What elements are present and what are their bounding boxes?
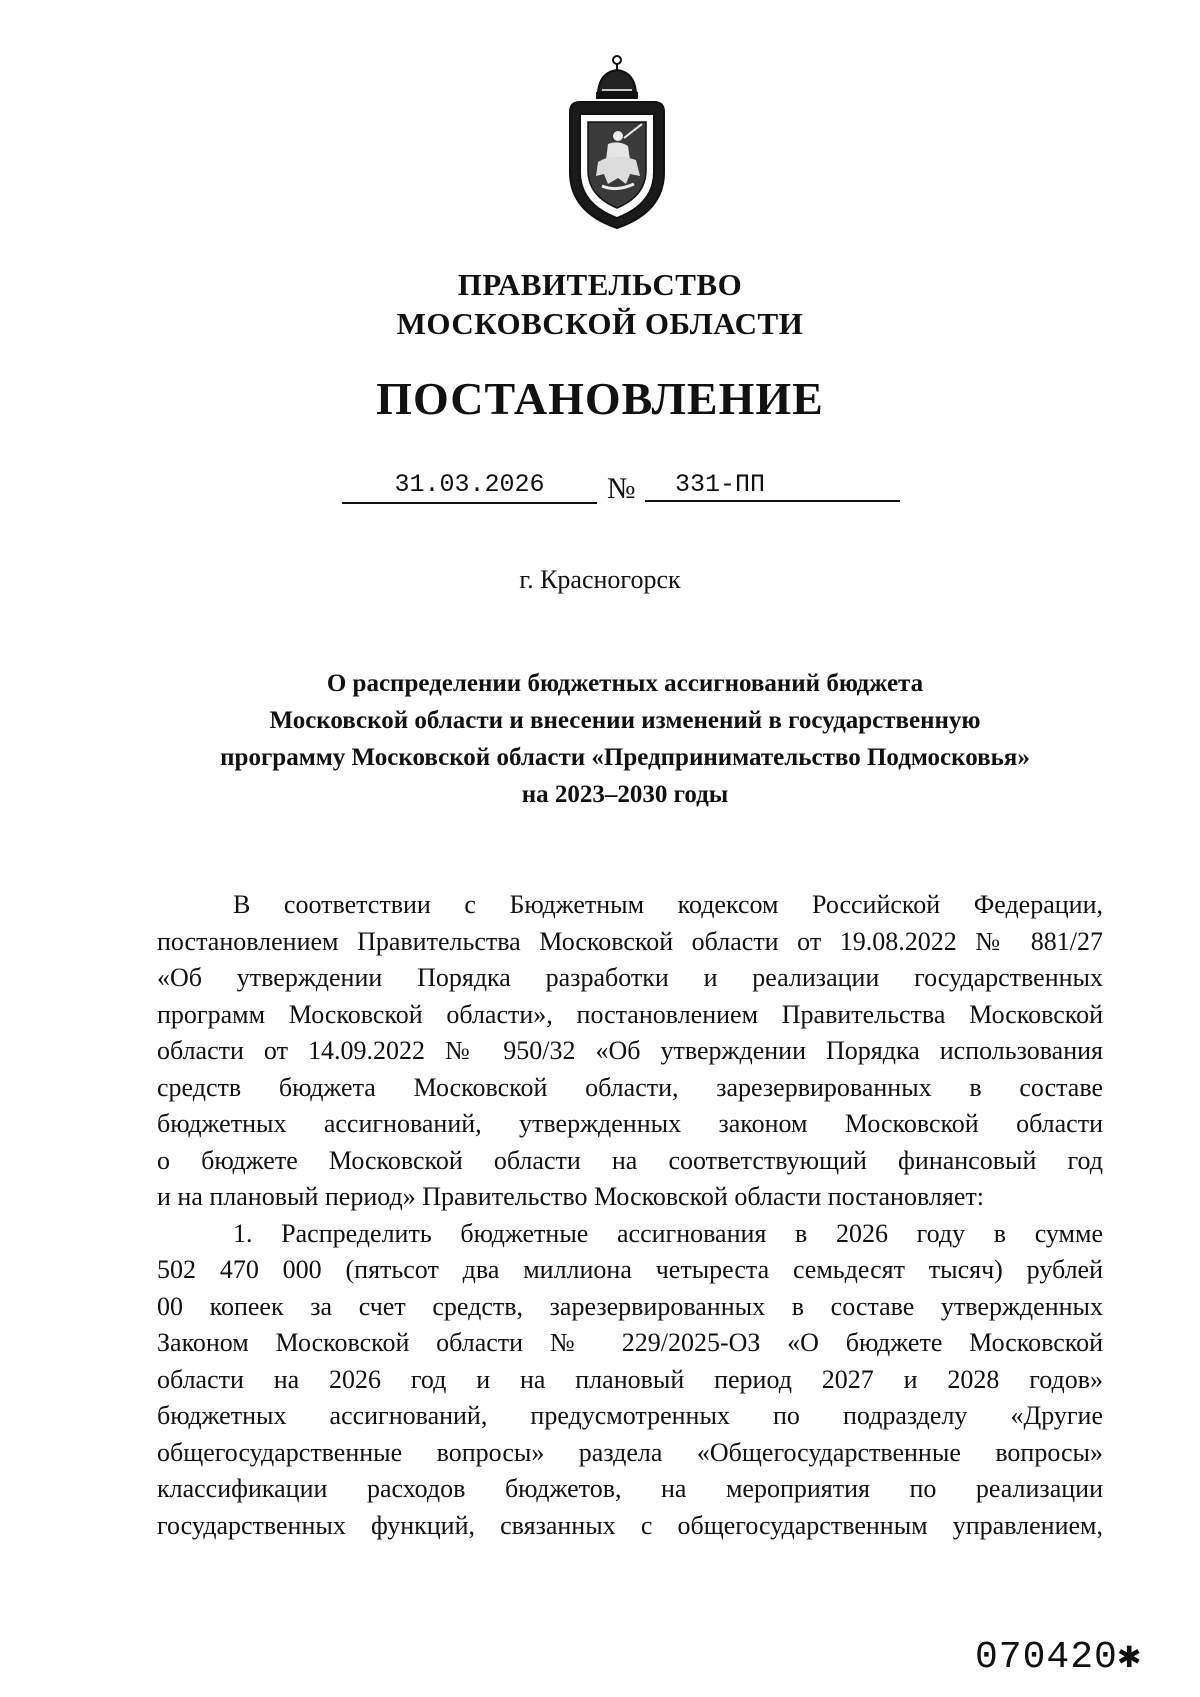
body-line: «Об утверждении Порядка разработки и реализации государственных bbox=[157, 963, 1103, 992]
body-line: бюджетных ассигнований, утвержденных законом Московской области bbox=[157, 1109, 1103, 1138]
body-line: средств бюджета Московской области, зарезервированных в составе bbox=[157, 1072, 1103, 1102]
title-line: Московской области и внесении изменений в государственную bbox=[269, 707, 981, 734]
body-line: 1. Распределить бюджетные ассигнования в 2026 году в сумме bbox=[233, 1218, 1103, 1248]
body-line: общегосударственные вопросы» раздела «Общегосударственные вопросы» bbox=[157, 1437, 1103, 1467]
serial-asterisk-icon: ✱ bbox=[1117, 1636, 1142, 1679]
body-line: о бюджете Московской области на соответствующий финансовый год bbox=[157, 1145, 1103, 1175]
document-serial-number bbox=[975, 1632, 1142, 1679]
coat-of-arms-emblem bbox=[558, 52, 676, 230]
body-line: бюджетных ассигнований, предусмотренных по подразделу «Другие bbox=[157, 1401, 1103, 1430]
authority-name-line1: ПРАВИТЕЛЬСТВО bbox=[457, 267, 743, 302]
authority-name-line2: МОСКОВСКОЙ ОБЛАСТИ bbox=[396, 306, 804, 341]
document-number-field: 331-ПП bbox=[645, 468, 900, 502]
body-line: области на 2026 год и на плановый период 2027 и 2028 годов» bbox=[157, 1364, 1103, 1394]
title-line: на 2023–2030 годы bbox=[521, 781, 729, 808]
document-date-field: 31.03.2026 bbox=[342, 468, 597, 504]
document-type: ПОСТАНОВЛЕНИЕ bbox=[376, 373, 824, 424]
body-line: государственных функций, связанных с общегосударственным управлением, bbox=[157, 1510, 1103, 1540]
number-sign: № bbox=[607, 472, 636, 505]
body-line: постановлением Правительства Московской области от 19.08.2022 № 881/27 bbox=[157, 926, 1103, 956]
body-line: Законом Московской области № 229/2025-ОЗ «О бюджете Московской bbox=[157, 1328, 1103, 1357]
city-of-issue: г. Красногорск bbox=[519, 565, 681, 594]
title-line: О распределении бюджетных ассигнований бюджета bbox=[326, 670, 924, 697]
body-line: 502 470 000 (пятьсот два миллиона четыреста семьдесят тысяч) рублей bbox=[157, 1255, 1103, 1284]
body-line: классификации расходов бюджетов, на мероприятия по реализации bbox=[157, 1474, 1103, 1503]
body-line: и на плановый период» Правительство Московской области постановляет: bbox=[157, 1182, 984, 1211]
serial-digits: 070420 bbox=[975, 1636, 1118, 1679]
body-line: области от 14.09.2022 № 950/32 «Об утверждении Порядка использования bbox=[157, 1036, 1103, 1065]
body-line: программ Московской области», постановлением Правительства Московской bbox=[157, 999, 1103, 1029]
body-line: В соответствии с Бюджетным кодексом Российской Федерации, bbox=[233, 890, 1103, 919]
document-body bbox=[157, 887, 1103, 1544]
document-title bbox=[150, 665, 1100, 813]
moscow-region-coat-of-arms-icon bbox=[558, 52, 676, 230]
body-line: 00 копеек за счет средств, зарезервированных в составе утвержденных bbox=[157, 1291, 1103, 1321]
title-line: программу Московской области «Предпринимательство Подмосковья» bbox=[220, 744, 1030, 771]
